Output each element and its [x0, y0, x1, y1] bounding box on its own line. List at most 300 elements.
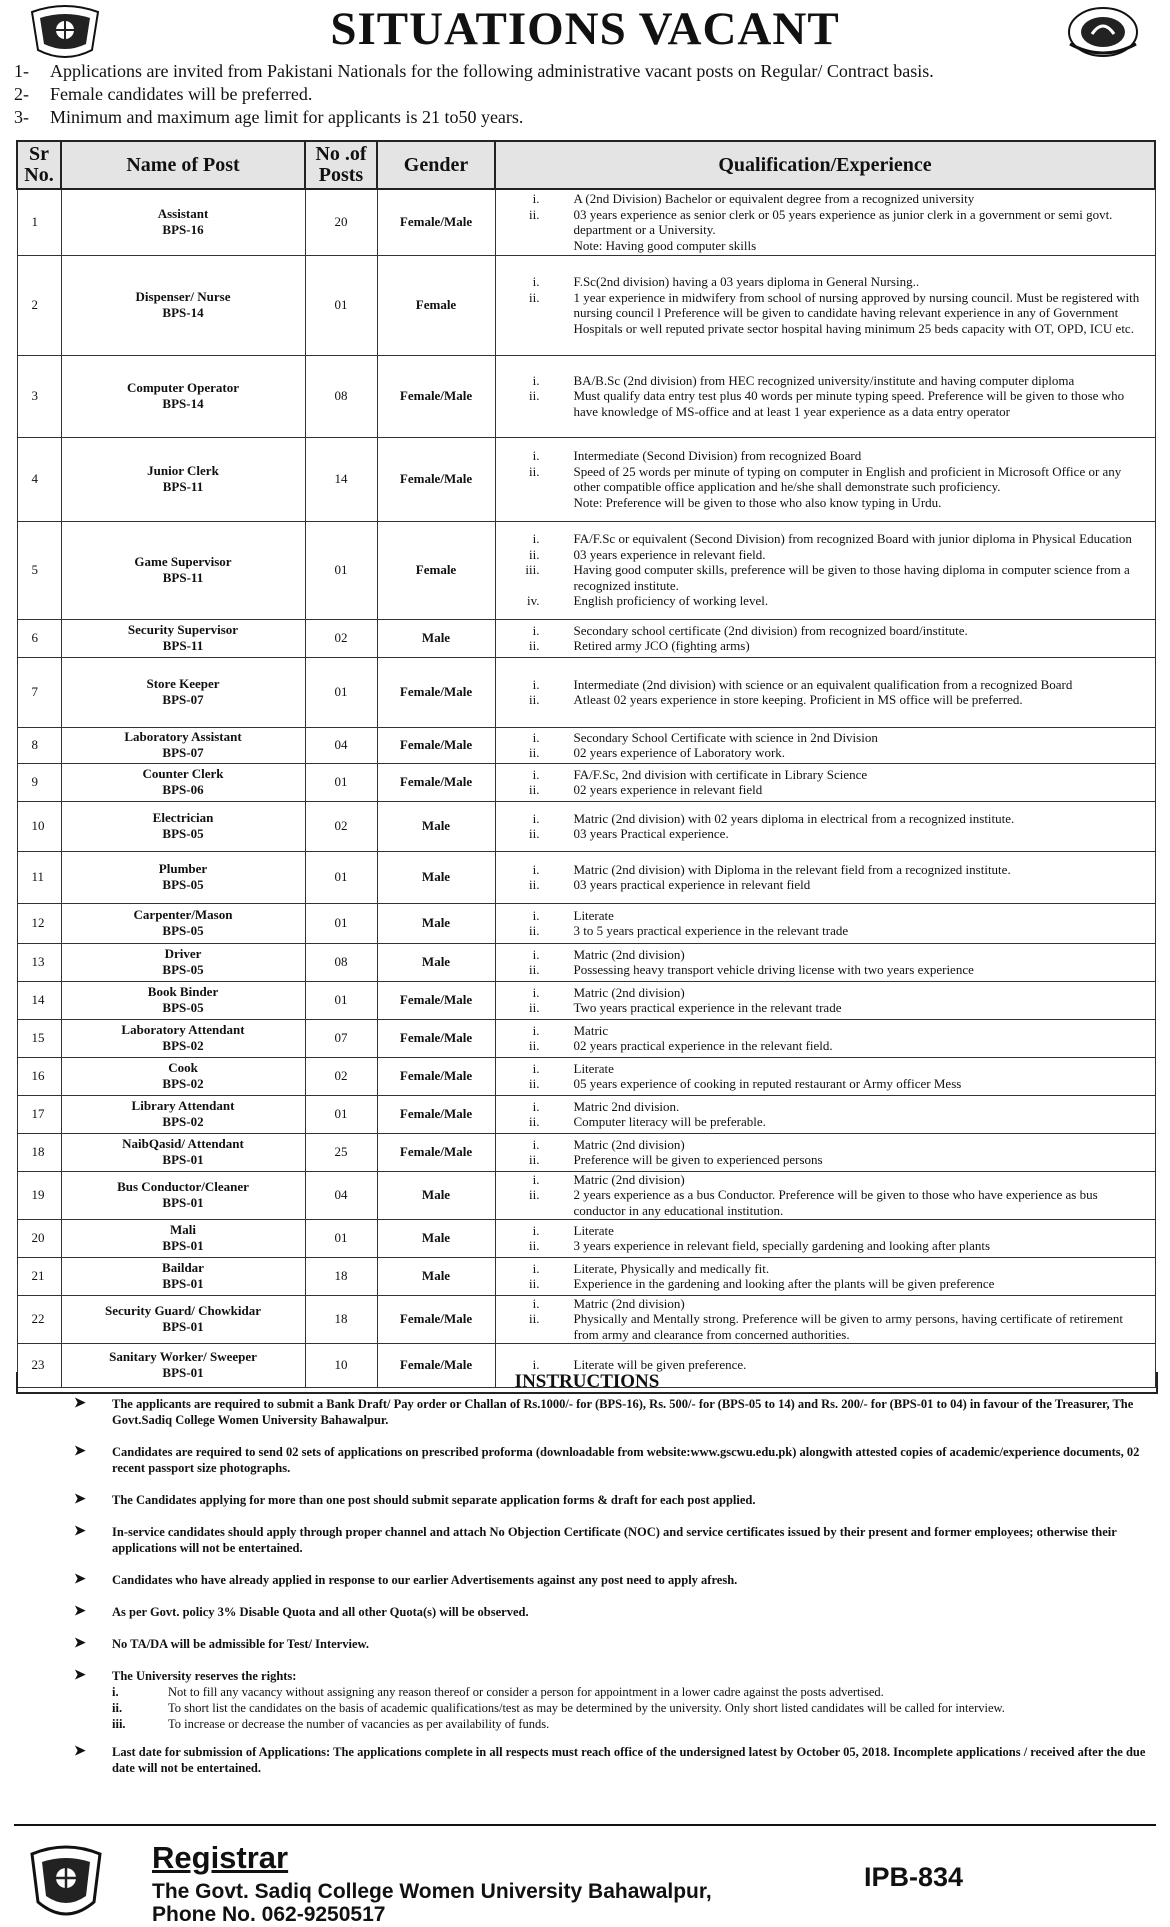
row-qualification — [495, 981, 1155, 1019]
table-row — [17, 619, 1155, 657]
qualification-text: Intermediate (Second Division) from recognized Board — [573, 448, 862, 463]
row-post-count: 04 — [305, 727, 377, 763]
qualification-numeral: i. — [532, 1222, 540, 1238]
post-title: Library Attendant — [131, 1098, 235, 1113]
arrow-bullet-icon: ➤ — [74, 1492, 86, 1507]
qualification-line — [496, 238, 1155, 254]
qualification-line — [496, 1061, 1155, 1077]
note-line — [14, 60, 1154, 83]
ipb-code: IPB-834 — [864, 1862, 964, 1892]
instruction-item — [74, 1572, 1146, 1588]
qualification-line — [496, 1000, 1155, 1016]
row-post-count: 18 — [305, 1257, 377, 1295]
qualification-line — [496, 464, 1155, 495]
post-scale: BPS-14 — [162, 305, 204, 320]
instruction-text: Candidates are required to send 02 sets of applications on prescribed proforma (downloadable from website:www.gscwu.edu.pk) alongwith attested copies of academic/experience documents, 02 recent passport size photographs. — [112, 1445, 1140, 1475]
last-date-text: Last date for submission of Applications: The applications complete in all respects must reach office of the undersigned latest by October 05, 2018. Incomplete applications / received after the due date will not be entertained. — [112, 1745, 1146, 1775]
qualification-numeral: ii. — [529, 782, 540, 797]
table-row — [17, 189, 1155, 255]
row-gender: Female/Male — [377, 1133, 495, 1171]
qualification-numeral: i. — [532, 1098, 540, 1114]
row-sr-no: 10 — [17, 801, 61, 851]
rights-text: To short list the candidates on the basis of academic qualifications/test as may be determined by the university. Only short listed candidates will be called for interview. — [168, 1701, 1005, 1715]
qualification-numeral: i. — [532, 1171, 540, 1187]
qualification-text: F.Sc(2nd division) having a 03 years diploma in General Nursing.. — [573, 274, 920, 289]
row-post-name — [61, 1257, 305, 1295]
qualification-line — [496, 782, 1155, 798]
instruction-text: Candidates who have already applied in response to our earlier Advertisements against any post need to apply afresh. — [112, 1573, 738, 1587]
qualification-line — [496, 908, 1155, 924]
row-post-name — [61, 981, 305, 1019]
row-post-count: 01 — [305, 1095, 377, 1133]
qualification-text: Matric (2nd division) — [573, 1295, 685, 1311]
row-post-name — [61, 657, 305, 727]
instructions-list — [74, 1396, 1146, 1792]
qualification-numeral: i. — [532, 1295, 540, 1311]
arrow-bullet-icon: ➤ — [74, 1744, 86, 1759]
row-post-count: 01 — [305, 1219, 377, 1257]
rights-item — [112, 1700, 1146, 1716]
qualification-numeral: ii. — [529, 1187, 540, 1203]
row-post-count: 01 — [305, 981, 377, 1019]
row-gender: Female/Male — [377, 981, 495, 1019]
row-post-name — [61, 727, 305, 763]
row-gender: Male — [377, 1219, 495, 1257]
post-scale: BPS-07 — [162, 745, 204, 760]
post-title: Mali — [170, 1222, 196, 1237]
post-title: Bus Conductor/Cleaner — [117, 1179, 249, 1194]
post-title: Sanitary Worker/ Sweeper — [109, 1349, 257, 1364]
qualification-numeral: i. — [532, 861, 540, 877]
row-qualification — [495, 437, 1155, 521]
post-scale: BPS-05 — [162, 877, 204, 892]
arrow-bullet-icon: ➤ — [74, 1396, 86, 1411]
arrow-bullet-icon: ➤ — [74, 1668, 86, 1683]
row-post-name — [61, 1057, 305, 1095]
qualification-text: 03 years experience as senior clerk or 05 years experience as junior clerk in a government or semi govt. department or a University. — [573, 206, 1113, 238]
qualification-text: Literate — [573, 1222, 614, 1238]
row-gender: Male — [377, 619, 495, 657]
qualification-numeral: i. — [532, 729, 540, 745]
row-post-name — [61, 619, 305, 657]
qualification-text: 03 years practical experience in relevant field — [573, 877, 811, 892]
rights-numeral: i. — [112, 1685, 119, 1699]
post-scale: BPS-01 — [162, 1319, 204, 1334]
qualification-line — [496, 495, 1155, 511]
row-gender: Female — [377, 521, 495, 619]
qualification-line — [496, 1172, 1155, 1188]
row-sr-no: 9 — [17, 763, 61, 801]
table-row — [17, 255, 1155, 355]
post-scale: BPS-02 — [162, 1076, 204, 1091]
row-qualification — [495, 727, 1155, 763]
post-title: Cook — [168, 1060, 198, 1075]
qualification-numeral: ii. — [529, 692, 540, 707]
rights-text: To increase or decrease the number of vacancies as per availability of funds. — [168, 1717, 550, 1731]
row-gender: Female/Male — [377, 1295, 495, 1343]
row-post-count: 01 — [305, 255, 377, 355]
row-qualification — [495, 619, 1155, 657]
qualification-text: Physically and Mentally strong. Preference will be given to army persons, having certificate of retirement from army and clearance from concerned authorities. — [573, 1311, 1123, 1342]
post-scale: BPS-02 — [162, 1114, 204, 1129]
qualification-numeral: ii. — [529, 745, 540, 760]
post-title: Store Keeper — [146, 676, 220, 691]
row-post-name — [61, 437, 305, 521]
row-gender: Male — [377, 801, 495, 851]
instructions-heading: INSTRUCTIONS — [16, 1372, 1158, 1394]
row-post-count: 10 — [305, 1343, 377, 1387]
qualification-text: Matric (2nd division) — [573, 1136, 685, 1152]
qualification-text: 03 years experience in relevant field. — [573, 546, 766, 562]
row-post-count: 02 — [305, 619, 377, 657]
qualification-numeral: ii. — [529, 1238, 540, 1253]
rights-numeral: iii. — [112, 1717, 126, 1731]
qualification-line — [496, 1261, 1155, 1277]
row-post-count: 01 — [305, 521, 377, 619]
header-no-of-posts: No .of Posts — [305, 141, 377, 189]
table-row — [17, 763, 1155, 801]
note-text: Female candidates will be preferred. — [50, 84, 313, 104]
table-row — [17, 727, 1155, 763]
qualification-text: Matric (2nd division) — [573, 984, 685, 1000]
post-title: Junior Clerk — [147, 463, 219, 478]
row-qualification — [495, 1095, 1155, 1133]
phone-number: Phone No. 062-9250517 — [152, 1903, 386, 1926]
qualification-text: Possessing heavy transport vehicle driving license with two years experience — [573, 962, 974, 977]
qualification-text: 3 to 5 years practical experience in the relevant trade — [573, 923, 849, 938]
qualification-line — [496, 1137, 1155, 1153]
row-post-name — [61, 801, 305, 851]
post-title: Electrician — [152, 810, 214, 825]
row-gender: Female/Male — [377, 1343, 495, 1387]
post-scale: BPS-02 — [162, 1038, 204, 1053]
post-scale: BPS-05 — [162, 826, 204, 841]
rights-numeral: ii. — [112, 1701, 123, 1715]
post-scale: BPS-06 — [162, 782, 204, 797]
row-qualification — [495, 943, 1155, 981]
qualification-line — [496, 547, 1155, 563]
row-qualification — [495, 1133, 1155, 1171]
table-row — [17, 355, 1155, 437]
qualification-numeral: ii. — [529, 206, 540, 222]
row-sr-no: 6 — [17, 619, 61, 657]
row-gender: Male — [377, 943, 495, 981]
qualification-text: Intermediate (2nd division) with science or an equivalent qualification from a recognized Board — [573, 676, 1073, 692]
post-title: Dispenser/ Nurse — [135, 289, 231, 304]
qualification-line — [496, 562, 1155, 593]
row-qualification — [495, 903, 1155, 943]
row-qualification — [495, 763, 1155, 801]
qualification-numeral: ii. — [529, 289, 540, 305]
row-post-count: 01 — [305, 763, 377, 801]
row-sr-no: 23 — [17, 1343, 61, 1387]
qualification-numeral: ii. — [529, 638, 540, 653]
post-title: Counter Clerk — [142, 766, 224, 781]
post-scale: BPS-11 — [162, 479, 204, 494]
row-sr-no: 18 — [17, 1133, 61, 1171]
qualification-text: Matric (2nd division) with 02 years diploma in electrical from a recognized institute. — [573, 810, 1015, 826]
qualification-line — [496, 745, 1155, 761]
row-post-name — [61, 355, 305, 437]
post-scale: BPS-01 — [162, 1195, 204, 1210]
instruction-item-rights — [74, 1668, 1146, 1732]
arrow-bullet-icon: ➤ — [74, 1524, 86, 1539]
qualification-text: Must qualify data entry test plus 40 words per minute typing speed. Preference will be given to those who have knowledge of MS-office and at least 1 year experience as a data entry operator — [573, 388, 1125, 419]
qualification-numeral: i. — [532, 1022, 540, 1038]
qualification-line — [496, 1296, 1155, 1312]
row-post-count: 01 — [305, 657, 377, 727]
rights-text: Not to fill any vacancy without assigning any reason thereof or consider a person for appointment in a lower cadre against the posts advertised. — [168, 1685, 884, 1699]
qualification-text: Matric 2nd division. — [573, 1098, 680, 1114]
row-sr-no: 7 — [17, 657, 61, 727]
qualification-text: Two years practical experience in the relevant trade — [573, 1000, 842, 1015]
qualification-line — [496, 962, 1155, 978]
qualification-text: A (2nd Division) Bachelor or equivalent degree from a recognized university — [573, 191, 975, 207]
post-scale: BPS-01 — [162, 1152, 204, 1167]
qualification-line — [496, 290, 1155, 337]
table-row — [17, 1171, 1155, 1219]
table-row — [17, 1295, 1155, 1343]
qualification-numeral: ii. — [529, 463, 540, 479]
qualification-numeral: i. — [532, 448, 540, 463]
row-sr-no: 15 — [17, 1019, 61, 1057]
qualification-text: 2 years experience as a bus Conductor. Preference will be given to those who have experience as bus conductor in any educational institution. — [573, 1187, 1098, 1218]
row-post-name — [61, 189, 305, 255]
post-scale: BPS-14 — [162, 396, 204, 411]
qualification-line — [496, 767, 1155, 783]
row-qualification — [495, 1057, 1155, 1095]
arrow-bullet-icon: ➤ — [74, 1636, 86, 1651]
qualification-numeral — [496, 495, 574, 511]
qualification-numeral: ii. — [529, 877, 540, 892]
row-post-name — [61, 943, 305, 981]
row-sr-no: 13 — [17, 943, 61, 981]
qualification-line — [496, 877, 1155, 893]
qualification-text: Literate will be given preference. — [573, 1357, 747, 1373]
post-title: Driver — [164, 946, 202, 961]
qualification-text: 05 years experience of cooking in reputed restaurant or Army officer Mess — [573, 1076, 962, 1091]
row-qualification — [495, 1295, 1155, 1343]
row-post-count: 08 — [305, 943, 377, 981]
qualification-line — [496, 638, 1155, 654]
table-row — [17, 903, 1155, 943]
row-gender: Female/Male — [377, 437, 495, 521]
qualification-line — [496, 730, 1155, 746]
qualification-line — [496, 191, 1155, 207]
row-sr-no: 14 — [17, 981, 61, 1019]
header-sr-no: Sr No. — [17, 141, 61, 189]
instruction-item — [74, 1604, 1146, 1620]
college-name: The Govt. Sadiq College Women University Bahawalpur, — [152, 1880, 712, 1903]
note-number: 3- — [14, 107, 29, 127]
post-scale: BPS-07 — [162, 692, 204, 707]
qualification-numeral: ii. — [529, 388, 540, 404]
qualification-line — [496, 677, 1155, 693]
qualification-numeral: i. — [532, 1357, 540, 1373]
qualification-text: Atleast 02 years experience in store keeping. Proficient in MS office will be preferred. — [573, 692, 1023, 707]
rights-title: The University reserves the rights: — [112, 1669, 297, 1683]
qualification-numeral: i. — [532, 1060, 540, 1076]
qualification-text: Matric — [573, 1022, 609, 1038]
row-qualification — [495, 801, 1155, 851]
qualification-line — [496, 1023, 1155, 1039]
qualification-text: Computer literacy will be preferable. — [573, 1114, 766, 1129]
row-gender: Male — [377, 1171, 495, 1219]
header-qualification: Qualification/Experience — [495, 141, 1155, 189]
note-line — [14, 83, 1154, 106]
qualification-numeral: ii. — [529, 1038, 540, 1053]
row-sr-no: 2 — [17, 255, 61, 355]
qualification-numeral: i. — [532, 1136, 540, 1152]
table-row — [17, 657, 1155, 727]
qualification-numeral: ii. — [529, 923, 540, 938]
table-row — [17, 1133, 1155, 1171]
row-post-name — [61, 521, 305, 619]
row-qualification — [495, 255, 1155, 355]
qualification-line — [496, 1223, 1155, 1239]
qualification-text: Secondary School Certificate with science in 2nd Division — [573, 729, 878, 745]
qualification-text: BA/B.Sc (2nd division) from HEC recognized university/institute and having computer diploma — [573, 372, 1075, 388]
row-gender: Female/Male — [377, 1019, 495, 1057]
row-post-count: 14 — [305, 437, 377, 521]
qualification-numeral — [496, 238, 574, 254]
qualification-line — [496, 593, 1155, 609]
qualification-numeral: iii. — [525, 562, 540, 578]
instruction-item-last-date — [74, 1744, 1146, 1776]
row-sr-no: 8 — [17, 727, 61, 763]
qualification-numeral: ii. — [529, 1000, 540, 1015]
arrow-bullet-icon: ➤ — [74, 1604, 86, 1619]
qualification-text: Retired army JCO (fighting arms) — [573, 638, 750, 653]
row-gender: Female/Male — [377, 189, 495, 255]
row-post-count: 07 — [305, 1019, 377, 1057]
qualification-text: FA/F.Sc, 2nd division with certificate in Library Science — [573, 766, 868, 782]
row-qualification — [495, 1019, 1155, 1057]
qualification-numeral: i. — [532, 1260, 540, 1276]
qualification-line — [496, 388, 1155, 419]
post-scale: BPS-11 — [162, 638, 204, 653]
arrow-bullet-icon: ➤ — [74, 1444, 86, 1459]
university-seal-icon — [24, 1844, 108, 1924]
post-title: Assistant — [157, 206, 209, 222]
row-sr-no: 1 — [17, 189, 61, 255]
header-gender: Gender — [377, 141, 495, 189]
qualification-numeral: ii. — [529, 826, 540, 841]
qualification-line — [496, 1311, 1155, 1342]
instruction-item — [74, 1396, 1146, 1428]
row-qualification — [495, 657, 1155, 727]
qualification-numeral: i. — [532, 372, 540, 388]
qualification-text: Speed of 25 words per minute of typing on computer in English and proficient in Microsoft Office or any other compatible office application and he/she shall demonstrate such proficiency. — [573, 463, 1122, 494]
qualification-line — [496, 811, 1155, 827]
row-post-count: 01 — [305, 851, 377, 903]
table-row — [17, 981, 1155, 1019]
qualification-text: Note: Having good computer skills — [573, 237, 757, 253]
arrow-bullet-icon: ➤ — [74, 1572, 86, 1587]
qualification-line — [496, 274, 1155, 290]
post-scale: BPS-01 — [162, 1238, 204, 1253]
qualification-text: Preference will be given to experienced persons — [573, 1152, 823, 1167]
qualification-numeral: ii. — [529, 1311, 540, 1327]
instruction-item — [74, 1524, 1146, 1556]
table-row — [17, 943, 1155, 981]
qualification-numeral: i. — [532, 810, 540, 826]
row-gender: Female/Male — [377, 355, 495, 437]
qualification-text: 02 years experience of Laboratory work. — [573, 745, 786, 760]
qualification-numeral: ii. — [529, 962, 540, 977]
post-title: Laboratory Attendant — [121, 1022, 245, 1037]
row-sr-no: 4 — [17, 437, 61, 521]
instruction-text: The applicants are required to submit a Bank Draft/ Pay order or Challan of Rs.1000/- for (BPS-16), Rs. 500/- for (BPS-05 to 14) and Rs. 200/- for (BPS-01 to 04) in favour of the Treasurer, The Govt.Sadiq College Women University Bahawalpur. — [112, 1397, 1134, 1427]
post-title: Game Supervisor — [134, 554, 232, 569]
qualification-line — [496, 1187, 1155, 1218]
row-qualification — [495, 189, 1155, 255]
qualification-line — [496, 985, 1155, 1001]
row-post-count: 20 — [305, 189, 377, 255]
qualification-line — [496, 1076, 1155, 1092]
row-gender: Female/Male — [377, 657, 495, 727]
post-title: Book Binder — [147, 984, 219, 999]
row-gender: Male — [377, 851, 495, 903]
post-scale: BPS-11 — [162, 570, 204, 585]
row-qualification — [495, 521, 1155, 619]
qualification-numeral: ii. — [529, 1152, 540, 1167]
note-number: 1- — [14, 61, 29, 81]
row-gender: Female — [377, 255, 495, 355]
post-scale: BPS-05 — [162, 923, 204, 938]
row-sr-no: 5 — [17, 521, 61, 619]
row-qualification — [495, 1171, 1155, 1219]
vacancy-table-body — [17, 189, 1155, 1387]
qualification-text: 03 years Practical experience. — [573, 826, 729, 841]
row-qualification — [495, 1257, 1155, 1295]
row-post-name — [61, 763, 305, 801]
post-title: Laboratory Assistant — [124, 729, 242, 744]
row-sr-no: 22 — [17, 1295, 61, 1343]
row-sr-no: 17 — [17, 1095, 61, 1133]
row-qualification — [495, 1219, 1155, 1257]
row-gender: Male — [377, 1257, 495, 1295]
row-post-name — [61, 1133, 305, 1171]
instruction-text: In-service candidates should apply through proper channel and attach No Objection Certificate (NOC) and service certificates issued by their present and former employees; otherwise their applications will not be entertained. — [112, 1525, 1117, 1555]
qualification-line — [496, 862, 1155, 878]
table-row — [17, 1019, 1155, 1057]
row-gender: Male — [377, 903, 495, 943]
qualification-text: English proficiency of working level. — [573, 593, 769, 609]
qualification-line — [496, 623, 1155, 639]
qualification-numeral: i. — [532, 191, 540, 207]
qualification-line — [496, 826, 1155, 842]
qualification-text: Literate — [573, 907, 614, 923]
row-post-count: 08 — [305, 355, 377, 437]
qualification-text: 1 year experience in midwifery from school of nursing approved by nursing council. Must be registered with nursing council l Preference will be given to candidate having relevant experience in any of Government Hospitals or well reputed private sector hospital having minimum 25 beds capacity with OT, OPD, ICU etc. — [573, 289, 1140, 336]
registrar-title: Registrar — [152, 1840, 289, 1875]
row-sr-no: 16 — [17, 1057, 61, 1095]
row-sr-no: 12 — [17, 903, 61, 943]
qualification-line — [496, 531, 1155, 547]
qualification-line — [496, 692, 1155, 708]
table-row — [17, 1095, 1155, 1133]
post-title: Computer Operator — [126, 380, 240, 395]
row-post-count: 04 — [305, 1171, 377, 1219]
qualification-line — [496, 1099, 1155, 1115]
row-post-name — [61, 1219, 305, 1257]
row-sr-no: 3 — [17, 355, 61, 437]
row-post-name — [61, 1171, 305, 1219]
row-post-count: 02 — [305, 801, 377, 851]
post-title: NaibQasid/ Attendant — [122, 1136, 244, 1151]
qualification-text: Secondary school certificate (2nd division) from recognized board/institute. — [573, 622, 968, 638]
